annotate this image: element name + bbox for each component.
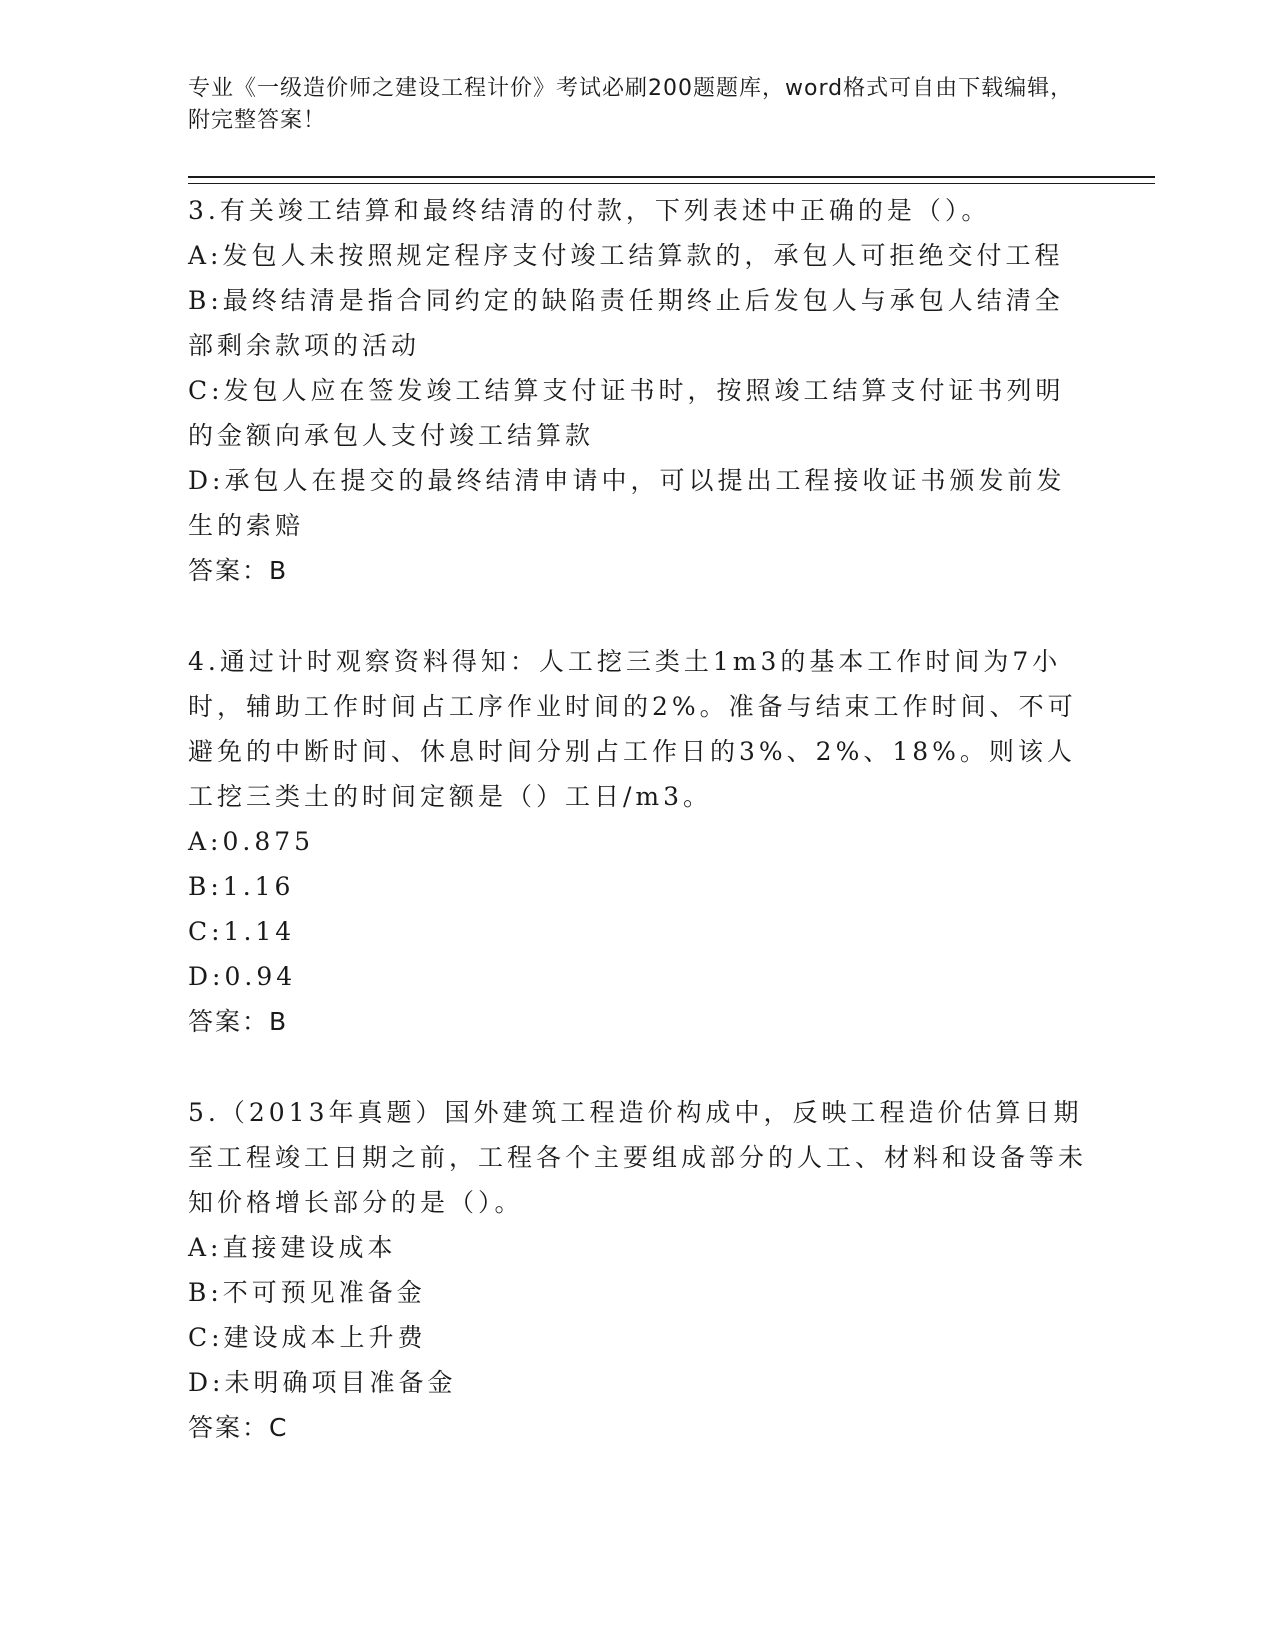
option-a: A:发包人未按照规定程序支付竣工结算款的，承包人可拒绝交付工程 [188,241,1064,270]
answer-line: 答案：C [188,1413,289,1442]
question-list [188,188,1088,1496]
option-a: A:0.875 [188,827,315,856]
option-b: B:最终结清是指合同约定的缺陷责任期终止后发包人与承包人结清全部剩余款项的活动 [188,286,1064,360]
document-header: 专业《一级造价师之建设工程计价》考试必刷200题题库，word格式可自由下载编辑，附完整答案！ [188,76,1074,133]
question-stem: 3.有关竣工结算和最终结清的付款，下列表述中正确的是（）。 [188,196,991,225]
option-d: D:0.94 [188,962,297,991]
question-4 [188,639,1088,1044]
option-b: B:不可预见准备金 [188,1278,426,1307]
question-5 [188,1090,1088,1450]
header-rule-thin [188,183,1155,184]
answer-line: 答案：B [188,556,289,585]
question-stem: 5.（2013年真题）国外建筑工程造价构成中，反映工程造价估算日期至工程竣工日期之前，工程各个主要组成部分的人工、材料和设备等未知价格增长部分的是（）。 [188,1098,1088,1217]
option-b: B:1.16 [188,872,295,901]
option-d: D:未明确项目准备金 [188,1368,457,1397]
option-a: A:直接建设成本 [188,1233,397,1262]
option-c: C:发包人应在签发竣工结算支付证书时，按照竣工结算支付证书列明的金额向承包人支付竣工结算款 [188,376,1065,450]
option-c: C:1.14 [188,917,296,946]
question-stem: 4.通过计时观察资料得知：人工挖三类土1m3的基本工作时间为7小时，辅助工作时间占工序作业时间的2%。准备与结束工作时间、不可避免的中断时间、休息时间分别占工作日的3%、2%、18%。则该人工挖三类土的时间定额是（）工日/m3。 [188,647,1077,811]
option-d: D:承包人在提交的最终结清申请中，可以提出工程接收证书颁发前发生的索赔 [188,466,1066,540]
option-c: C:建设成本上升费 [188,1323,427,1352]
header-rule-thick [188,176,1155,178]
question-3 [188,188,1088,593]
answer-line: 答案：B [188,1007,289,1036]
